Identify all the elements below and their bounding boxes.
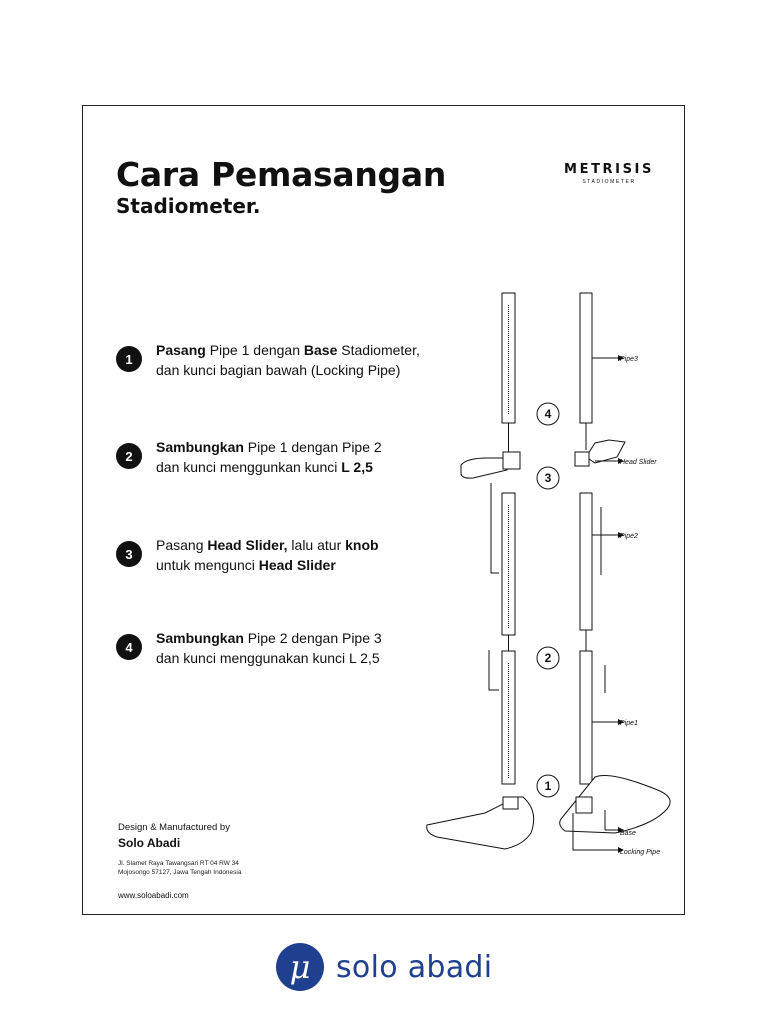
step-line: [156, 648, 456, 668]
solo-abadi-logo: [272, 942, 492, 992]
step-line: [156, 437, 456, 457]
brand-name: METRISIS: [564, 162, 654, 177]
label-pipe1: Pipe1: [620, 720, 638, 727]
svg-text:μ: μ: [289, 948, 311, 986]
address-line: Mojosongo 57127, Jawa Tengah Indonesia: [118, 869, 242, 876]
step-text: [156, 340, 456, 380]
base-socket: [503, 797, 518, 809]
emphasis-text: Sambungkan: [156, 439, 244, 455]
body-text: dan kunci menggunkan kunci: [156, 459, 342, 475]
address-line: Jl. Slamet Raya Tawangsari RT 04 RW 34: [118, 860, 239, 867]
step-marker-2-label: 2: [544, 651, 552, 665]
emphasis-text: knob: [345, 537, 379, 553]
brand-tagline: STADIOMETER: [582, 179, 636, 185]
page-title: Cara Pemasangan: [116, 155, 447, 194]
body-text: Stadiometer,: [337, 342, 420, 358]
head-slider-block-assembled: [575, 452, 589, 466]
label-pipe3: Pipe3: [620, 356, 638, 363]
guide-line: [489, 650, 499, 690]
step-line: [156, 360, 456, 380]
body-text: lalu atur: [287, 537, 346, 553]
step-line: [156, 340, 456, 360]
step-number-badge: 4: [116, 634, 142, 660]
step-marker-1-label: 1: [544, 779, 552, 793]
step-text: [156, 628, 456, 668]
label-locking-pipe: Locking Pipe: [620, 849, 661, 856]
credits-block: [118, 822, 318, 900]
step-number-badge: 2: [116, 443, 142, 469]
step-line: [156, 457, 456, 477]
page-subtitle: Stadiometer.: [116, 194, 261, 218]
body-text: Pipe 1 dengan Pipe 2: [243, 439, 382, 455]
pipe2-assembled: [580, 493, 592, 630]
step-text: [156, 437, 456, 477]
body-text: Pasang: [156, 537, 208, 553]
head-slider-plate: [461, 458, 507, 478]
step-line: [156, 555, 456, 575]
emphasis-text: Pasang: [156, 342, 206, 358]
step-line: [156, 535, 456, 555]
pipe3-assembled: [580, 293, 592, 423]
emphasis-text: L 2,5: [341, 459, 373, 475]
step-line: [156, 628, 456, 648]
body-text: untuk mengunci: [156, 557, 259, 573]
pipe1-assembled: [580, 651, 592, 784]
head-slider-block: [503, 452, 520, 469]
credit-address: [118, 859, 318, 877]
step-marker-4-label: 4: [544, 407, 552, 421]
step-text: [156, 535, 456, 575]
emphasis-text: Head Slider: [258, 557, 336, 573]
body-text: dan kunci menggunakan kunci L 2,5: [156, 650, 380, 666]
credit-company: Solo Abadi: [118, 836, 181, 850]
step-marker-3-label: 3: [544, 471, 552, 485]
emphasis-text: Sambungkan: [156, 630, 244, 646]
guide-line: [491, 483, 499, 573]
emphasis-text: Base: [303, 342, 338, 358]
mu-emblem-icon: [272, 942, 328, 992]
emphasis-text: Head Slider,: [207, 537, 288, 553]
body-text: dan kunci bagian bawah (Locking Pipe): [156, 362, 401, 378]
label-base: Base: [620, 830, 636, 837]
metrisis-logo: [558, 163, 660, 185]
credit-lead: Design & Manufactured by: [118, 822, 230, 833]
step-number-badge: 3: [116, 541, 142, 567]
label-pipe2: Pipe2: [620, 533, 638, 540]
body-text: Pipe 1 dengan: [205, 342, 304, 358]
base-socket-assembled: [576, 797, 592, 813]
assembly-diagram: [415, 285, 685, 870]
website-link[interactable]: www.soloabadi.com: [118, 891, 189, 900]
label-head-slider: Head Slider: [620, 459, 657, 466]
body-text: Pipe 2 dengan Pipe 3: [243, 630, 382, 646]
footer-logo-text: solo abadi: [336, 949, 493, 985]
step-number-badge: 1: [116, 346, 142, 372]
